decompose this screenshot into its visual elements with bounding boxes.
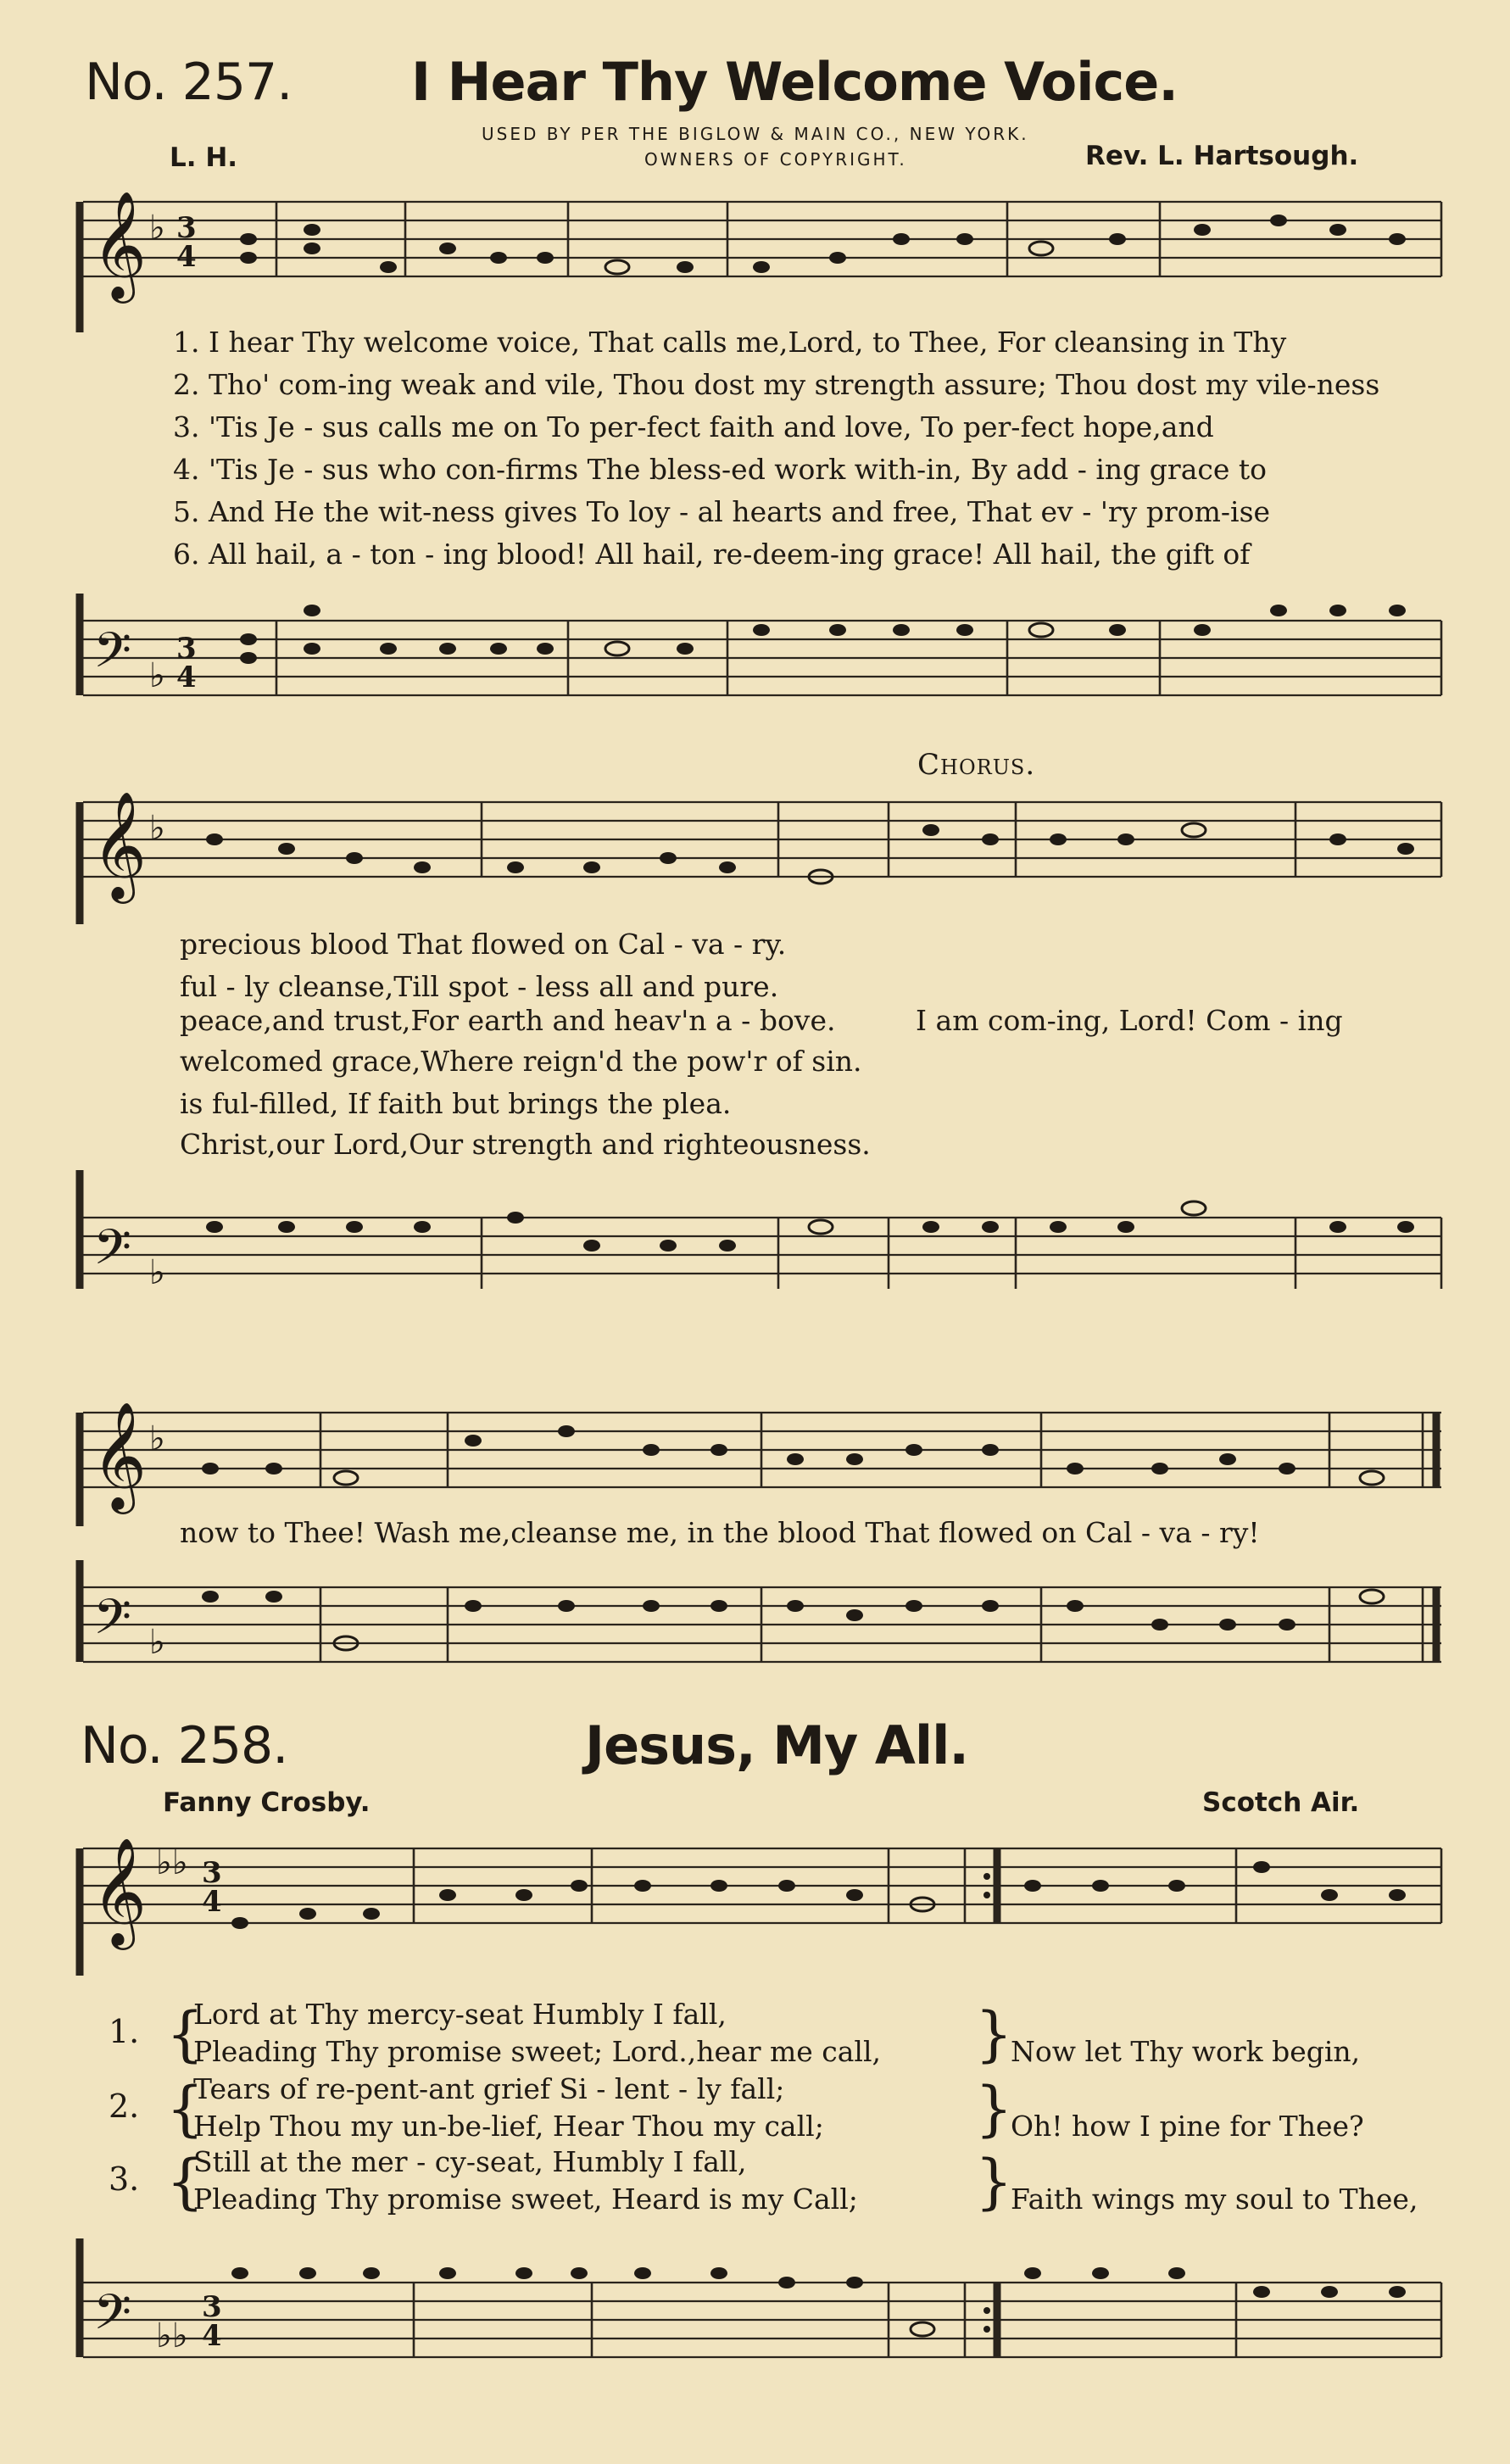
hymn-257-verse-2-row1: 2. Tho' com-ing weak and vile, Thou dost my strength assure; Thou dost my vile-ness [173, 368, 1380, 401]
svg-text:𝄞: 𝄞 [92, 790, 148, 899]
svg-text:𝄢: 𝄢 [93, 2283, 132, 2353]
brace-left-3: { [166, 2147, 204, 2216]
hymn-257-chorus-label: Chorus. [917, 748, 1036, 782]
hymn-258-verse-2-number: 2. [109, 2088, 140, 2125]
hymn-257-verse-3-row1: 3. 'Tis Je - sus calls me on To per-fect faith and love, To per-fect hope,and [173, 410, 1214, 443]
brace-right-1: } [975, 1999, 1013, 2069]
hymn-258-verse-2-refrain: Oh! how I pine for Thee? [1011, 2110, 1364, 2143]
svg-text:♭: ♭ [149, 809, 165, 848]
hymn-257-chorus-row3: now to Thee! Wash me,cleanse me, in the blood That flowed on Cal - va - ry! [180, 1516, 1260, 1549]
svg-text:♭: ♭ [149, 1419, 165, 1458]
hymn-258-author-left: Fanny Crosby. [163, 1787, 371, 1818]
hymn-258-verse-3-line-a: Still at the mer - cy-seat, Humbly I fall, [193, 2145, 747, 2178]
brace-left-1: { [166, 1999, 204, 2069]
hymn-257-verse-5-row2: is ful-filled, If faith but brings the plea. [180, 1087, 732, 1120]
svg-text:𝄢: 𝄢 [93, 622, 132, 691]
system2-treble-staff [75, 789, 1448, 924]
svg-text:4: 4 [176, 240, 197, 274]
hymn-257-verse-4-row2: welcomed grace,Where reign'd the pow'r of sin. [180, 1045, 862, 1078]
hymn-258-title: Jesus, My All. [585, 1714, 968, 1776]
hymn-257-verse-1-row1: 1. I hear Thy welcome voice, That calls me,Lord, to Thee, For cleansing in Thy [173, 326, 1287, 359]
brace-left-2: { [166, 2074, 204, 2143]
svg-text:3: 3 [202, 2290, 222, 2324]
hymn-257-verse-6-row1: 6. All hail, a - ton - ing blood! All hail, re-deem-ing grace! All hail, the gift of [173, 538, 1251, 571]
svg-text:𝄢: 𝄢 [93, 1588, 132, 1658]
hymn-257-number: No. 257. [85, 53, 293, 112]
svg-text:4: 4 [202, 1885, 222, 1919]
hymn-258-verse-1-line-a: Lord at Thy mercy-seat Humbly I fall, [193, 1998, 727, 2031]
hymn-257-verse-4-row1: 4. 'Tis Je - sus who con-firms The bless-ed work with-in, By add - ing grace to [173, 453, 1267, 486]
system1-treble-staff [75, 188, 1448, 332]
svg-text:♭: ♭ [149, 209, 165, 248]
hymn-257-verse-5-row1: 5. And He the wit-ness gives To loy - al hearts and free, That ev - 'ry prom-ise [173, 495, 1271, 528]
svg-text:♭: ♭ [149, 1623, 165, 1662]
hymn-257-verse-3-row2: peace,and trust,For earth and heav'n a - bove. [180, 1004, 836, 1037]
hymn-258-verse-1-line-b: Pleading Thy promise sweet; Lord.,hear me call, [193, 2035, 882, 2068]
hymn-257-title: I Hear Thy Welcome Voice. [411, 51, 1178, 113]
svg-text:4: 4 [202, 2319, 222, 2353]
hymn-258-verse-3-refrain: Faith wings my soul to Thee, [1011, 2182, 1418, 2216]
hymn-258-verse-2-line-b: Help Thou my un-be-lief, Hear Thou my call; [193, 2110, 824, 2143]
svg-text:𝄢: 𝄢 [93, 1218, 132, 1288]
brace-right-2: } [975, 2074, 1013, 2143]
svg-text:𝄞: 𝄞 [92, 1837, 148, 1945]
svg-text:3: 3 [202, 1856, 222, 1890]
system3-treble-staff [75, 1399, 1448, 1526]
svg-text:♭: ♭ [149, 1253, 165, 1289]
hymn-258-verse-1-refrain: Now let Thy work begin, [1011, 2035, 1361, 2068]
hymn-257-chorus-row2: I am com-ing, Lord! Com - ing [916, 1004, 1343, 1037]
hymn-257-copyright-line1: USED BY PER THE BIGLOW & MAIN CO., NEW YORK. [482, 124, 1029, 144]
brace-right-3: } [975, 2147, 1013, 2216]
system2-bass-staff [75, 1170, 1448, 1289]
hymn-258-verse-3-number: 3. [109, 2160, 140, 2198]
hymn-257-copyright-line2: OWNERS OF COPYRIGHT. [644, 149, 907, 170]
hymn-258-treble-staff [75, 1831, 1448, 1976]
hymn-258-verse-2-line-a: Tears of re-pent-ant grief Si - lent - ly fall; [193, 2072, 785, 2105]
svg-text:𝄞: 𝄞 [92, 1401, 148, 1509]
svg-text:3: 3 [176, 632, 197, 666]
hymn-258-number: No. 258. [81, 1716, 288, 1776]
system3-bass-staff [75, 1560, 1448, 1679]
hymn-258-verse-1-number: 1. [109, 2013, 140, 2050]
hymn-257-verse-2-row2: ful - ly cleanse,Till spot - less all and pure. [180, 970, 779, 1003]
hymn-258-author-right: Scotch Air. [1202, 1787, 1360, 1818]
svg-text:♭♭: ♭♭ [156, 1843, 188, 1882]
system1-bass-staff [75, 594, 1448, 712]
hymn-258-bass-staff [75, 2238, 1448, 2366]
svg-text:3: 3 [176, 211, 197, 245]
hymn-257-author-left: L. H. [170, 142, 238, 173]
svg-text:♭♭: ♭♭ [156, 2316, 188, 2355]
hymn-258-verse-3-line-b: Pleading Thy promise sweet, Heard is my Call; [193, 2182, 858, 2216]
svg-text:4: 4 [176, 661, 197, 694]
svg-text:𝄞: 𝄞 [92, 190, 148, 298]
svg-text:♭: ♭ [149, 656, 165, 695]
hymn-257-verse-1-row2: precious blood That flowed on Cal - va - ry. [180, 928, 787, 961]
hymn-257-verse-6-row2: Christ,our Lord,Our strength and righteousness. [180, 1128, 871, 1161]
hymn-257-author-right: Rev. L. Hartsough. [1085, 141, 1359, 171]
